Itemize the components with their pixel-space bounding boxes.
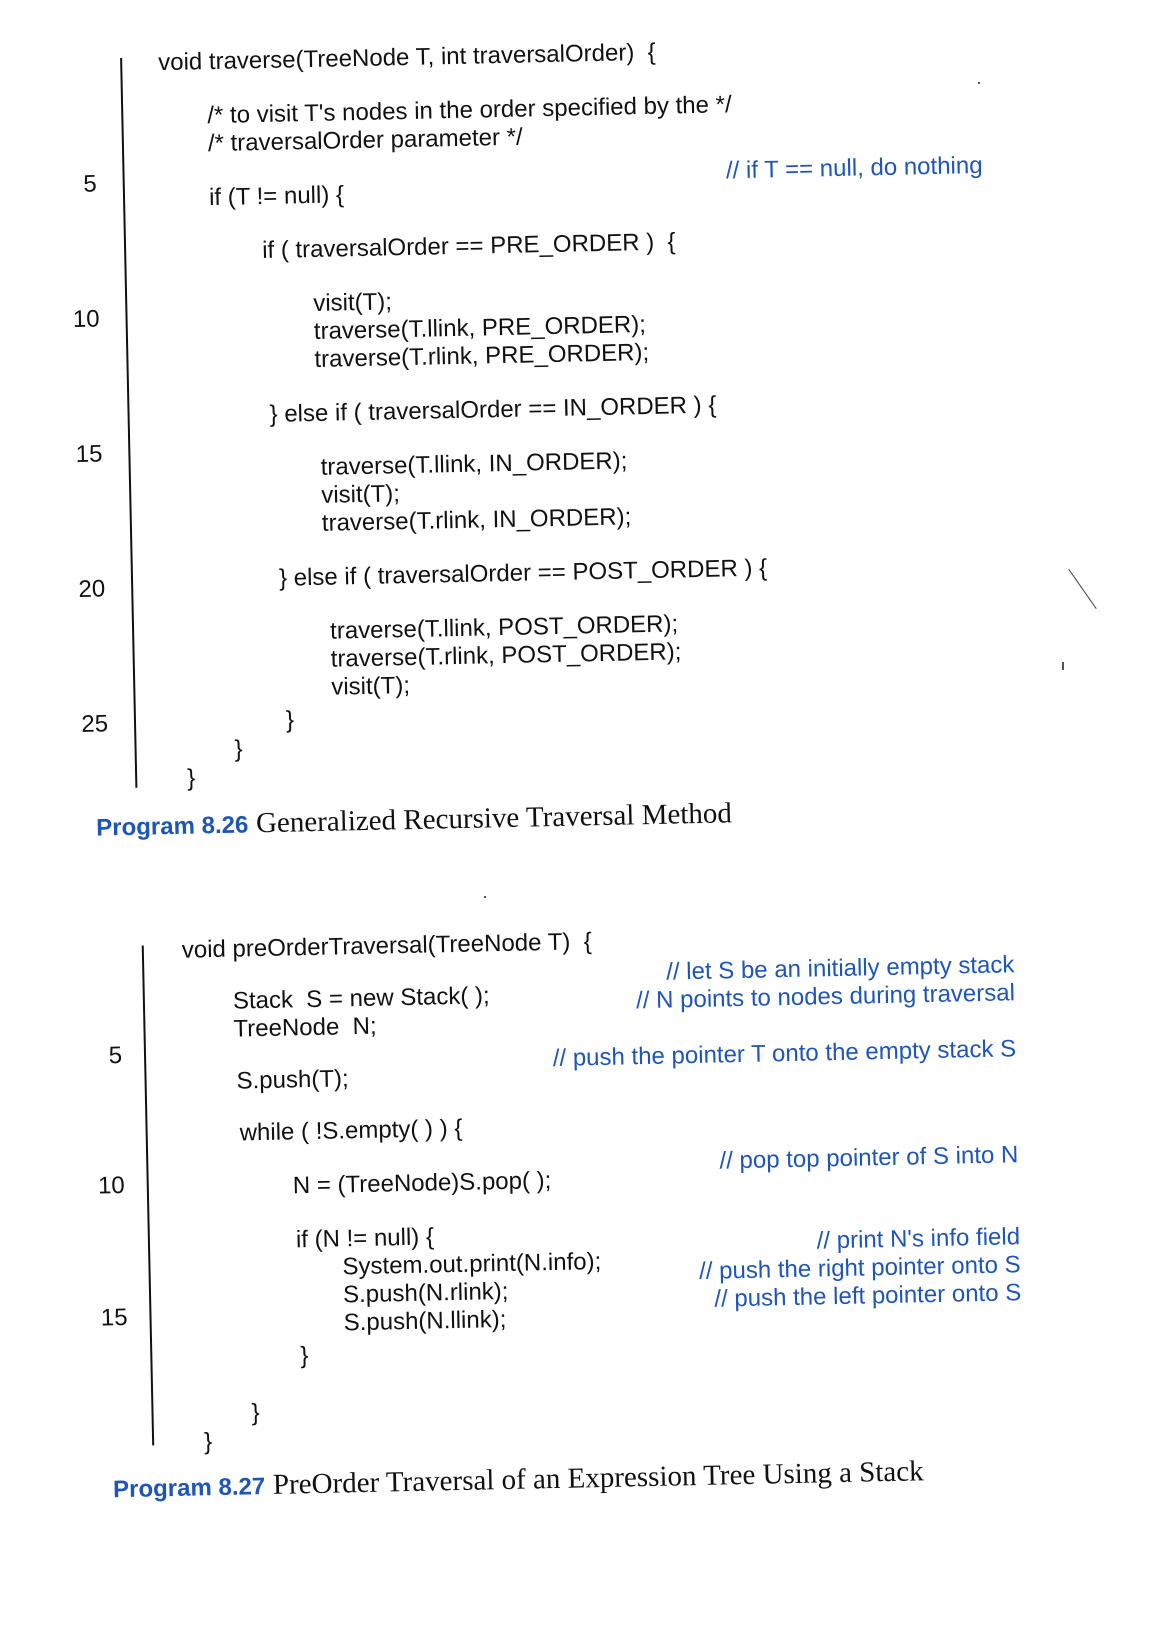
code-line: } bbox=[203, 1428, 213, 1456]
code-line: System.out.print(N.info); bbox=[342, 1247, 602, 1281]
code-comment: // push the right pointer onto S bbox=[698, 1251, 1021, 1285]
line-number: 5 bbox=[83, 170, 98, 198]
code-line: void preOrderTraversal(TreeNode T) { bbox=[181, 928, 592, 964]
code-line: } bbox=[285, 706, 295, 734]
code-line: S.push(N.llink); bbox=[343, 1305, 507, 1337]
code-line: traverse(T.llink, PRE_ORDER); bbox=[313, 311, 647, 345]
code-line: traverse(T.llink, POST_ORDER); bbox=[329, 610, 679, 645]
code-line: void traverse(TreeNode T, int traversalOrder) { bbox=[157, 38, 656, 77]
code-line: TreeNode N; bbox=[233, 1012, 377, 1043]
line-number: 15 bbox=[100, 1303, 128, 1332]
code-line: N = (TreeNode)S.pop( ); bbox=[292, 1167, 552, 1200]
scan-mark bbox=[978, 82, 980, 84]
code-line: traverse(T.rlink, PRE_ORDER); bbox=[314, 338, 650, 373]
code-line: traverse(T.rlink, POST_ORDER); bbox=[330, 638, 682, 673]
program-8-27 bbox=[0, 928, 1158, 1552]
code-line: } else if ( traversalOrder == POST_ORDER ) { bbox=[278, 554, 768, 592]
program-caption bbox=[96, 797, 732, 843]
caption-title: Generalized Recursive Traversal Method bbox=[255, 797, 733, 840]
code-line: Stack S = new Stack( ); bbox=[232, 982, 490, 1015]
margin-bar bbox=[120, 58, 137, 788]
code-line: /* traversalOrder parameter */ bbox=[207, 123, 523, 158]
program-8-26 bbox=[0, 18, 1158, 872]
code-line: if ( traversalOrder == PRE_ORDER ) { bbox=[261, 228, 676, 265]
line-number: 15 bbox=[75, 440, 103, 468]
line-number: 5 bbox=[108, 1041, 123, 1070]
code-comment: // print N's info field bbox=[816, 1223, 1021, 1255]
code-line: } bbox=[251, 1399, 260, 1427]
caption-label: Program 8.26 bbox=[95, 811, 249, 842]
code-line: S.push(N.rlink); bbox=[342, 1277, 509, 1309]
code-line: S.push(T); bbox=[236, 1065, 349, 1095]
scan-mark bbox=[1062, 662, 1064, 670]
code-line: if (N != null) { bbox=[295, 1223, 435, 1254]
scan-mark bbox=[484, 896, 486, 898]
caption-title: PreOrder Traversal of an Expression Tree Using a Stack bbox=[272, 1455, 924, 1501]
code-line: traverse(T.rlink, IN_ORDER); bbox=[321, 503, 632, 537]
line-number: 20 bbox=[78, 575, 106, 603]
code-line: } else if ( traversalOrder == IN_ORDER ) { bbox=[269, 391, 717, 428]
program-caption bbox=[113, 1455, 924, 1505]
code-line: while ( !S.empty( ) ) { bbox=[239, 1114, 463, 1147]
code-comment: // N points to nodes during traversal bbox=[635, 979, 1016, 1015]
line-number: 25 bbox=[81, 710, 109, 738]
code-line: /* to visit T's nodes in the order specified by the */ bbox=[207, 91, 732, 130]
code-line: visit(T); bbox=[331, 672, 411, 701]
code-line: } bbox=[300, 1342, 309, 1370]
margin-bar bbox=[142, 945, 154, 1445]
line-number: 10 bbox=[97, 1171, 126, 1200]
code-comment: // let S be an initially empty stack bbox=[665, 951, 1015, 986]
line-number: 10 bbox=[72, 305, 100, 334]
code-line: } bbox=[234, 735, 243, 763]
code-line: visit(T); bbox=[313, 288, 393, 317]
code-line: visit(T); bbox=[321, 480, 401, 509]
code-comment: // if T == null, do nothing bbox=[725, 151, 983, 185]
code-line: if (T != null) { bbox=[208, 181, 345, 212]
code-comment: // push the left pointer onto S bbox=[714, 1279, 1022, 1313]
code-comment: // push the pointer T onto the empty stack S bbox=[552, 1035, 1017, 1072]
code-line: traverse(T.llink, IN_ORDER); bbox=[320, 447, 628, 481]
caption-label: Program 8.27 bbox=[112, 1473, 266, 1504]
code-comment: // pop top pointer of S into N bbox=[719, 1141, 1019, 1175]
code-line: } bbox=[186, 764, 196, 792]
